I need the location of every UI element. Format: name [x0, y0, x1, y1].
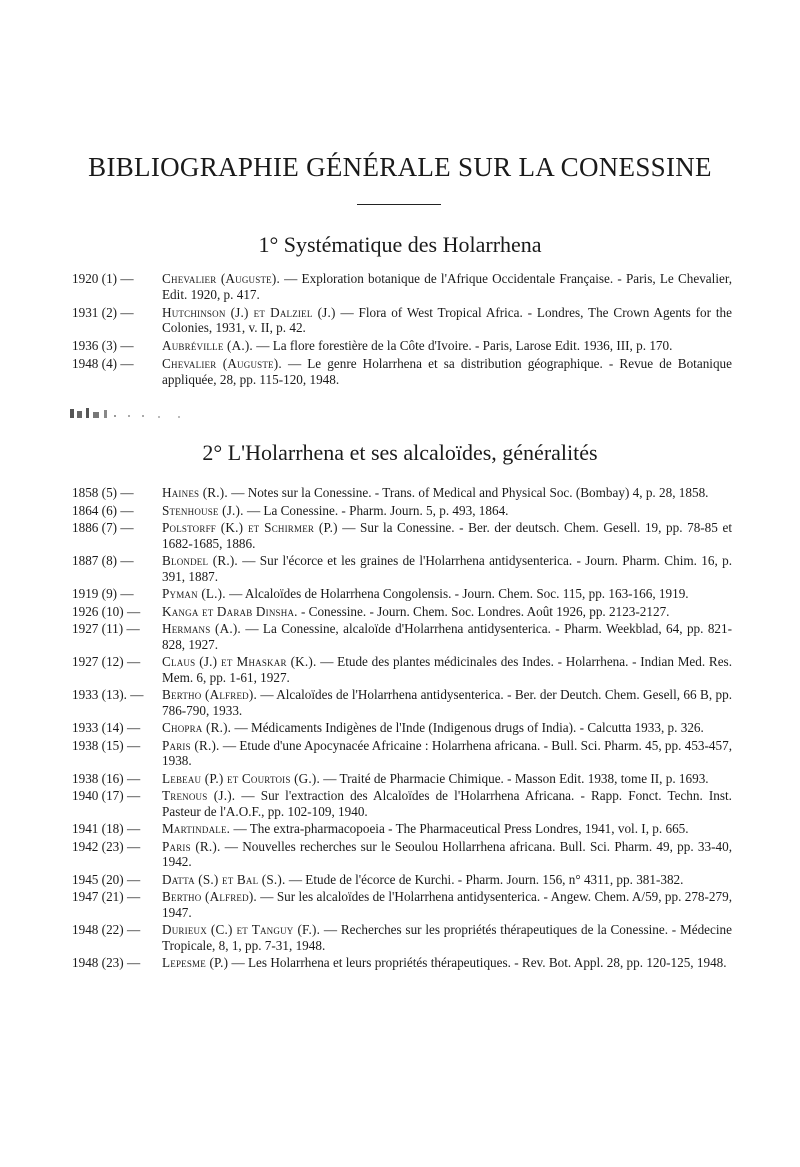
bibliography-entry	[72, 586, 732, 602]
entry-label: 1927 (11) —	[72, 621, 140, 636]
entry-text: — Médicaments Indigènes de l'Inde (Indigenous drugs of India). - Calcutta 1933, p. 326.	[231, 720, 704, 735]
entry-text: — Sur la Conessine. - Ber. der deutsch. Chem. Gesell. 19, pp. 78-85 et 1682-1685, 1886.	[162, 520, 732, 551]
entry-author: Paris (R.).	[162, 838, 221, 854]
entry-author: Paris (R.).	[162, 737, 220, 753]
entry-text: — Etude de l'écorce de Kurchi. - Pharm. Journ. 156, n° 4311, pp. 381-382.	[285, 871, 684, 887]
entry-label: 1933 (14) —	[72, 720, 141, 735]
entry-author: Lebeau (P.) et Courtois (G.).	[162, 770, 320, 786]
entry-text: — Notes sur la Conessine. - Trans. of Medical and Physical Soc. (Bombay) 4, p. 28, 1858.	[227, 485, 709, 500]
bibliography-entry	[72, 720, 732, 736]
entry-text: — La flore forestière de la Côte d'Ivoire. - Paris, Larose Edit. 1936, III, p. 170.	[252, 338, 673, 354]
entry-author: Bertho (Alfred).	[162, 687, 257, 702]
entry-author: Aubréville (A.).	[162, 338, 253, 354]
bibliography-list-alcaloides	[72, 485, 732, 973]
entry-label: 1942 (23) —	[72, 838, 141, 854]
entry-label: 1947 (21) —	[72, 889, 141, 904]
entry-text: — Le genre Holarrhena et sa distribution géographique. - Revue de Botanique appliquée, 28, pp. 115-120, 1948.	[162, 356, 732, 387]
entry-label: 1948 (22) —	[72, 922, 141, 937]
entry-author: Haines (R.).	[162, 485, 228, 500]
entry-text: - Conessine. - Journ. Chem. Soc. Londres. Août 1926, pp. 2123-2127.	[297, 603, 670, 619]
entry-author: Datta (S.) et Bal (S.).	[162, 871, 286, 887]
entry-label: 1886 (7) —	[72, 520, 134, 535]
entry-text: — Nouvelles recherches sur le Seoulou Hollarrhena africana. Bull. Sci. Pharm. 49, pp. 33-40, 1942.	[162, 838, 732, 869]
entry-label: 1945 (20) —	[72, 871, 141, 887]
entry-label: 1931 (2) —	[72, 304, 134, 320]
entry-text: — Etude des plantes médicinales des Indes. - Holarrhena. - Indian Med. Res. Mem. 6, pp. 1-61, 1927.	[162, 654, 732, 685]
entry-author: Chopra (R.).	[162, 720, 232, 735]
entry-label: 1858 (5) —	[72, 485, 134, 500]
entry-text: — Alcaloïdes de Holarrhena Congolensis. - Journ. Chem. Soc. 115, pp. 163-166, 1919.	[225, 586, 689, 601]
entry-author: Martindale.	[162, 821, 231, 836]
section-heading-alcaloides: 2° L'Holarrhena et ses alcaloïdes, généralités	[202, 440, 598, 465]
entry-author: Chevalier (Auguste).	[162, 271, 280, 286]
entry-label: 1940 (17) —	[72, 788, 141, 803]
entry-author: Blondel (R.).	[162, 553, 238, 568]
bibliography-entry	[72, 889, 732, 920]
entry-text: — Sur l'extraction des Alcaloïdes de l'Holarrhena Africana. - Rapp. Fonct. Techn. Inst. Pasteur de l'A.O.F., pp. 102-109, 1940.	[162, 788, 732, 819]
entry-author: Polstorff (K.) et Schirmer (P.)	[162, 520, 338, 535]
entry-label: 1926 (10) —	[72, 603, 141, 619]
bibliography-entry	[72, 520, 732, 551]
bibliography-list-systematique	[72, 271, 732, 390]
entry-label: 1887 (8) —	[72, 553, 134, 568]
bibliography-entry	[72, 356, 732, 387]
page-title: BIBLIOGRAPHIE GÉNÉRALE SUR LA CONESSINE	[88, 152, 712, 182]
entry-label: 1933 (13). —	[72, 687, 144, 702]
entry-author: Hutchinson (J.) et Dalziel (J.)	[162, 304, 336, 320]
scan-speckle-mark	[68, 406, 218, 422]
entry-author: Chevalier (Auguste).	[162, 356, 282, 372]
entry-label: 1948 (23) —	[72, 955, 141, 970]
entry-label: 1938 (15) —	[72, 737, 141, 753]
bibliography-entry	[72, 771, 732, 787]
entry-text: — Exploration botanique de l'Afrique Occidentale Française. - Paris, Le Chevalier, Edit. 1920, p. 417.	[162, 271, 733, 302]
entry-text: — Traité de Pharmacie Chimique. - Masson Edit. 1938, tome II, p. 1693.	[319, 770, 709, 786]
entry-author: Trenous (J.).	[162, 788, 236, 803]
entry-text: — Sur l'écorce et les graines de l'Holarrhena antidysenterica. - Journ. Pharm. Chim. 16, p. 391, 1887.	[162, 553, 732, 584]
bibliography-entry	[72, 738, 732, 769]
entry-text: — The extra-pharmacopoeia - The Pharmaceutical Press Londres, 1941, vol. I, p. 665.	[230, 821, 689, 836]
entry-author: Stenhouse (J.).	[162, 502, 244, 518]
entry-author: Bertho (Alfred).	[162, 889, 257, 904]
entry-label: 1936 (3) —	[72, 338, 134, 354]
bibliography-entry	[72, 503, 732, 519]
bibliography-entry	[72, 305, 732, 336]
bibliography-entry	[72, 485, 732, 501]
bibliography-entry	[72, 788, 732, 819]
section-heading-systematique: 1° Systématique des Holarrhena	[258, 232, 542, 257]
entry-label: 1919 (9) —	[72, 586, 134, 601]
entry-label: 1920 (1) —	[72, 271, 134, 286]
entry-author: Pyman (L.).	[162, 586, 226, 601]
entry-label: 1941 (18) —	[72, 821, 141, 836]
entry-author: Lepesme (P.)	[162, 955, 229, 970]
entry-text: — Sur les alcaloïdes de l'Holarrhena antidysenterica. - Angew. Chem. A/59, pp. 278-279, 1947.	[162, 889, 732, 920]
bibliography-entry	[72, 821, 732, 837]
bibliography-entry	[72, 687, 732, 718]
bibliography-entry	[72, 271, 732, 302]
bibliography-entry	[72, 621, 732, 652]
bibliography-entry	[72, 654, 732, 685]
entry-author: Hermans (A.).	[162, 621, 241, 636]
entry-label: 1864 (6) —	[72, 502, 134, 518]
entry-label: 1948 (4) —	[72, 356, 134, 372]
entry-text: — Flora of West Tropical Africa. - Londres, The Crown Agents for the Colonies, 1931, v. II, p. 42.	[162, 304, 732, 336]
bibliography-entry	[72, 604, 732, 620]
entry-text: — Recherches sur les propriétés thérapeutiques de la Conessine. - Médecine Tropicale, 8, 1, pp. 7-31, 1948.	[162, 922, 732, 953]
entry-label: 1927 (12) —	[72, 654, 141, 669]
entry-text: — Etude d'une Apocynacée Africaine : Holarrhena africana. - Bull. Sci. Pharm. 45, pp. 453-457, 1938.	[162, 737, 732, 768]
bibliography-entry	[72, 338, 732, 354]
entry-label: 1938 (16) —	[72, 770, 141, 786]
entry-text: — La Conessine, alcaloïde d'Holarrhena antidysenterica. - Pharm. Weekblad, 64, pp. 821-828, 1927.	[162, 621, 732, 652]
entry-text: — Les Holarrhena et leurs propriétés thérapeutiques. - Rev. Bot. Appl. 28, pp. 120-125, 1948.	[228, 955, 727, 970]
bibliography-entry	[72, 922, 732, 953]
entry-author: Kanga et Darab Dinsha.	[162, 603, 298, 619]
bibliography-entry	[72, 839, 732, 870]
title-divider	[357, 204, 441, 205]
bibliography-entry	[72, 872, 732, 888]
entry-text: — Alcaloïdes de l'Holarrhena antidysenterica. - Ber. der Deutch. Chem. Gesell, 66 B, pp. 786-790, 1933.	[162, 687, 732, 718]
entry-text: — La Conessine. - Pharm. Journ. 5, p. 493, 1864.	[243, 502, 509, 518]
bibliography-entry	[72, 955, 732, 971]
entry-author: Durieux (C.) et Tanguy (F.).	[162, 922, 321, 937]
entry-author: Claus (J.) et Mhaskar (K.).	[162, 654, 317, 669]
bibliography-entry	[72, 553, 732, 584]
